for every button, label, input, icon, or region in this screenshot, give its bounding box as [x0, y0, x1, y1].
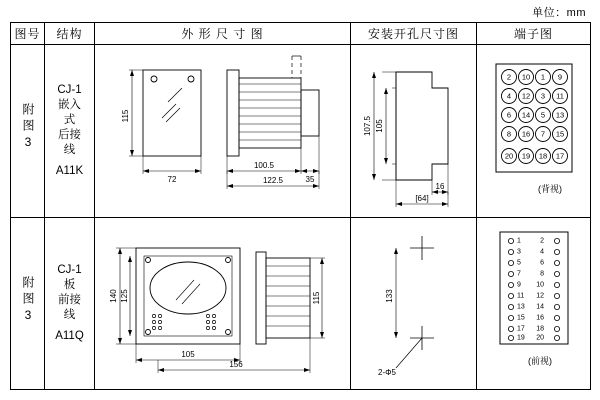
terminal-number: 14 — [535, 303, 544, 311]
terminal-number: 11 — [555, 91, 564, 101]
header-terminal-diagram: 端子图 — [477, 23, 591, 45]
row1-drawing-no-cell — [11, 45, 45, 217]
row2-desc-3: 线 — [63, 308, 76, 321]
row2-dim-156: 156 — [228, 360, 243, 370]
terminal-number: 12 — [535, 292, 544, 300]
terminal-number: 2 — [539, 237, 544, 245]
row1-dim-35: 35 — [305, 174, 314, 184]
terminal-number: 12 — [521, 91, 530, 101]
unit-note: 单位：mm — [532, 7, 586, 19]
row1-cutout-cell — [351, 45, 477, 217]
terminal-number: 15 — [516, 314, 525, 322]
row1-structure-cell — [45, 45, 95, 217]
row1-dim-64: [64] — [414, 193, 429, 203]
row1-view-note: (背视) — [537, 183, 562, 194]
row1-dim-105: 105 — [374, 119, 384, 133]
terminal-number: 3 — [540, 91, 545, 101]
dimension-table — [10, 22, 591, 390]
row2-dim-140: 140 — [108, 289, 118, 303]
row1-dim-72: 72 — [167, 174, 176, 184]
row2-structure-cell — [45, 217, 95, 389]
terminal-number: 16 — [521, 129, 530, 139]
terminal-number: 14 — [521, 110, 530, 120]
table-row — [11, 45, 591, 217]
terminal-number: 4 — [506, 91, 511, 101]
terminal-number: 10 — [521, 72, 530, 82]
terminal-number: 18 — [535, 325, 544, 333]
terminal-number: 2 — [506, 72, 511, 82]
terminal-number: 5 — [540, 110, 545, 120]
row1-dim-16: 16 — [435, 181, 444, 191]
terminal-number: 16 — [535, 314, 544, 322]
row1-cutout-drawing — [352, 46, 476, 216]
header-cutout-dimensions: 安装开孔尺寸图 — [351, 23, 477, 45]
terminal-number: 4 — [539, 248, 544, 256]
terminal-number: 9 — [557, 72, 562, 82]
header-drawing-no: 图号 — [11, 23, 45, 45]
terminal-number: 3 — [516, 248, 521, 256]
header-outline-dimensions: 外 形 尺 寸 图 — [95, 23, 351, 45]
row1-desc-2: 式 — [63, 113, 76, 126]
terminal-number: 17 — [516, 325, 525, 333]
row1-model: CJ-1 — [57, 83, 82, 96]
terminal-number: 11 — [516, 292, 524, 300]
header-structure: 结构 — [45, 23, 95, 45]
row2-cutout-drawing — [352, 218, 476, 388]
row1-dim-107-5: 107.5 — [362, 115, 372, 136]
row2-outline-cell — [95, 217, 351, 389]
row1-dim-115: 115 — [120, 109, 130, 123]
terminal-number: 1 — [516, 237, 521, 245]
terminal-number: 13 — [555, 110, 564, 120]
row1-desc-3: 后接 — [58, 128, 81, 141]
row2-desc-1: 板 — [63, 278, 76, 291]
row2-dim-125: 125 — [119, 289, 129, 303]
terminal-number: 5 — [516, 259, 521, 267]
terminal-number: 6 — [506, 110, 511, 120]
terminal-number: 8 — [506, 129, 511, 139]
row1-dim-100-5: 100.5 — [253, 160, 274, 170]
row1-desc-4: 线 — [63, 143, 76, 156]
row2-model: CJ-1 — [57, 263, 82, 276]
row1-desc-1: 嵌入 — [58, 98, 81, 111]
row2-dim-105: 105 — [180, 350, 195, 360]
terminal-number: 15 — [555, 129, 564, 139]
row1-outline-drawing — [96, 46, 350, 216]
terminal-number: 18 — [538, 151, 547, 161]
terminal-number: 19 — [521, 151, 530, 161]
table-row — [11, 217, 591, 389]
terminal-number: 17 — [555, 151, 564, 161]
terminal-number: 6 — [539, 259, 544, 267]
row2-code: A11Q — [55, 329, 84, 342]
table-header-row — [11, 23, 591, 45]
row2-desc-2: 前接 — [58, 293, 81, 306]
row1-terminal-diagram — [478, 46, 590, 216]
terminal-number: 19 — [516, 334, 525, 342]
terminal-number: 7 — [540, 129, 545, 139]
row1-dim-122-5: 122.5 — [262, 175, 283, 185]
row2-drawing-no-cell — [11, 217, 45, 389]
row1-drawing-no: 附图3 — [21, 103, 35, 154]
row2-dim-133: 133 — [384, 289, 394, 303]
row2-terminal-cell — [477, 217, 591, 389]
row1-terminal-cell — [477, 45, 591, 217]
terminal-number: 10 — [535, 281, 544, 289]
terminal-number: 9 — [516, 281, 521, 289]
row1-structure — [45, 79, 94, 183]
terminal-number: 20 — [535, 334, 544, 342]
terminal-number: 20 — [504, 151, 513, 161]
row2-view-note: (前视) — [527, 356, 552, 367]
terminal-number: 13 — [516, 303, 525, 311]
row2-cutout-cell — [351, 217, 477, 389]
row2-outline-drawing — [96, 218, 350, 388]
row1-outline-cell — [95, 45, 351, 217]
row2-terminal-diagram — [478, 218, 590, 388]
row2-dim-2-phi5: 2-Φ5 — [377, 368, 396, 378]
row2-drawing-no: 附图3 — [21, 275, 35, 326]
row2-structure — [45, 259, 94, 348]
terminal-number: 1 — [540, 72, 545, 82]
terminal-number: 7 — [516, 270, 521, 278]
row1-code: A11K — [55, 164, 84, 177]
row2-dim-115: 115 — [311, 291, 321, 305]
terminal-number: 8 — [539, 270, 544, 278]
